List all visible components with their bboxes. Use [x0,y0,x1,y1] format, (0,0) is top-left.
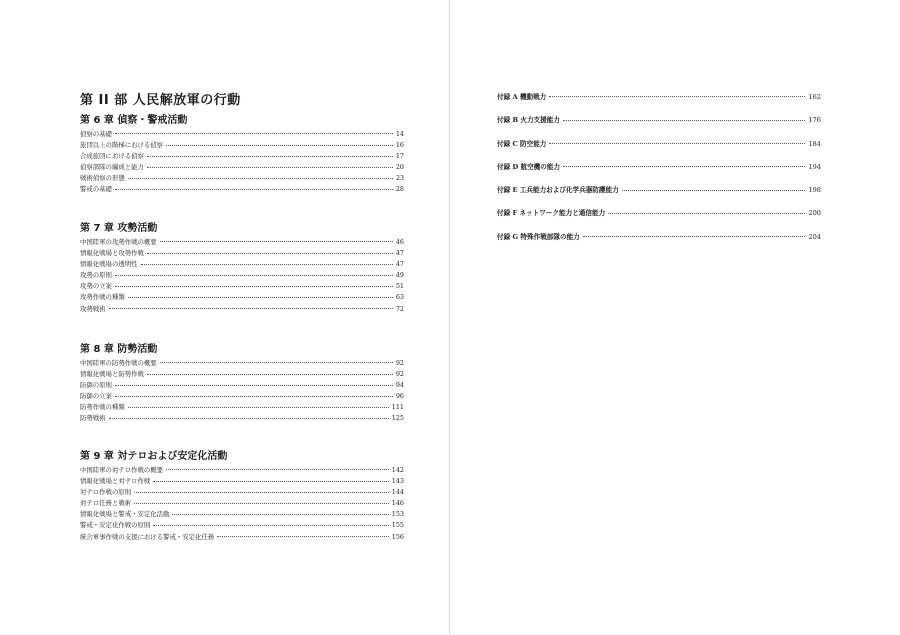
entry-label: 付録 E 工兵能力および化学兵器防護能力 [497,186,619,195]
page-number: 16 [395,141,404,150]
entry-label: 付録 B 火力支援能力 [497,116,560,125]
dot-leader [563,120,805,121]
entry-label: 情報化戦場と警戒・安定化活動 [80,510,170,519]
entry-label: 情報化戦場と攻勢作戦 [80,249,144,258]
entry-label: 警戒の基礎 [80,185,112,194]
entry-label: 情報化戦場と防勢作戦 [80,370,144,379]
page-number: 20 [395,163,404,172]
toc-entry[interactable] [80,248,404,259]
toc-entry[interactable] [80,369,404,380]
page-number: 46 [395,238,404,246]
entry-label: 付録 G 特殊作戦部隊の能力 [497,232,580,241]
chapter-6 [80,114,404,196]
page-number: 49 [395,271,404,280]
dot-leader [109,308,393,309]
chapter-entries [80,129,404,196]
toc-entry[interactable] [80,465,404,476]
entry-label: 偵察部隊の編成と能力 [80,163,144,172]
appendix-entry[interactable] [497,208,821,231]
page-number: 28 [395,185,404,194]
entry-label: 攻勢作戦の種類 [80,293,125,302]
dot-leader [134,503,389,504]
appendix-entry[interactable] [497,115,821,138]
toc-entry[interactable] [80,184,404,195]
chapter-entries [80,465,404,543]
entry-label: 防御の原則 [80,381,112,390]
entry-label: 中国陸軍の対テロ作戦の概要 [80,466,164,474]
entry-label: 攻勢戦術 [80,304,106,313]
entry-label: 防御の立案 [80,392,112,401]
chapter-title: 第 9 章 対テロおよび安定化活動 [80,451,228,462]
dot-leader [147,253,393,254]
toc-entry[interactable] [80,380,404,391]
left-page [0,0,449,635]
dot-leader [147,167,393,168]
page-number: 200 [808,209,821,218]
toc-entry[interactable] [80,402,404,413]
page-number: 96 [395,392,404,401]
dot-leader [608,213,805,214]
entry-label: 対テロ任務と戦術 [80,499,132,508]
dot-leader [134,492,389,493]
toc-entry[interactable] [80,487,404,498]
appendix-entry[interactable] [497,162,821,185]
entry-label: 攻勢の原則 [80,271,112,280]
page-number: 14 [395,130,404,138]
page-number: 17 [395,152,404,161]
chapter-title: 第 8 章 防勢活動 [80,344,158,355]
chapter-title: 第 6 章 偵察・警戒活動 [80,115,188,126]
dot-leader [128,178,393,179]
toc-entry[interactable] [80,391,404,402]
dot-leader [583,236,806,237]
appendix-entry[interactable] [497,139,821,162]
chapter-8 [80,343,404,425]
appendix-entry[interactable] [497,92,821,115]
entry-label: 防勢作戦の種類 [80,403,125,412]
entry-label: 情報化戦場と対テロ作戦 [80,477,151,486]
chapter-entries [80,358,404,425]
dot-leader [160,362,393,363]
dot-leader [147,374,393,375]
dot-leader [141,264,393,265]
page-number: 143 [391,477,404,486]
entry-label: 中国陸軍の防勢作戦の概要 [80,359,157,367]
dot-leader [115,189,393,190]
entry-label: 対テロ作戦の原則 [80,488,132,497]
toc-entry[interactable] [80,292,404,303]
dot-leader [147,156,393,157]
toc-entry[interactable] [80,520,404,531]
entry-label: 警戒・安定化作戦の原則 [80,521,151,530]
toc-entry[interactable] [80,151,404,162]
page-number: 184 [808,139,821,148]
dot-leader [549,96,805,97]
dot-leader [153,525,389,526]
dot-leader [622,190,806,191]
toc-entry[interactable] [80,281,404,292]
toc-entry[interactable] [80,532,404,543]
dot-leader [109,418,389,419]
entry-label: 防勢戦術 [80,414,106,423]
entry-label: 中国陸軍の攻勢作戦の概要 [80,238,157,246]
page-number: 204 [808,232,821,241]
entry-label: 付録 A 機動戦力 [497,93,547,101]
page-number: 142 [391,466,404,474]
page-number: 47 [395,249,404,258]
dot-leader [166,469,389,470]
entry-label: 統合軍事作戦の支援における警戒・安定化任務 [80,532,215,541]
entry-label: 付録 C 防空能力 [497,139,547,148]
dot-leader [172,514,388,515]
page-number: 176 [808,116,821,125]
toc-entry[interactable] [80,162,404,173]
dot-leader [563,166,805,167]
dot-leader [153,481,389,482]
entry-label: 合成旅団における偵察 [80,152,144,161]
entry-label: 偵察の基礎 [80,130,112,138]
entry-label: 戦術偵察の形態 [80,174,125,183]
page-number: 47 [395,260,404,269]
page-number: 198 [808,186,821,195]
chapter-entries [80,237,404,315]
page-number: 51 [395,282,404,291]
dot-leader [115,275,393,276]
page-number: 146 [391,499,404,508]
page-number: 111 [391,403,404,412]
toc-entry[interactable] [80,173,404,184]
entry-label: 付録 D 航空機の能力 [497,162,561,171]
dot-leader [166,145,393,146]
appendix-list [497,92,821,255]
dot-leader [115,133,393,134]
toc-entry[interactable] [80,304,404,315]
toc-entry[interactable] [80,129,404,140]
page-number: 92 [395,370,404,379]
page-number: 155 [391,521,404,530]
toc-entry[interactable] [80,270,404,281]
dot-leader [128,297,393,298]
page-number: 156 [391,532,404,541]
page-number: 63 [395,293,404,302]
page-number: 162 [808,93,821,101]
part-title: 第 II 部 人民解放軍の行動 [80,93,241,108]
chapter-9 [80,450,404,543]
page-number: 153 [391,510,404,519]
dot-leader [115,396,393,397]
page-number: 23 [395,174,404,183]
page-number: 144 [391,488,404,497]
toc-entry[interactable] [80,476,404,487]
chapter-title: 第 7 章 攻勢活動 [80,223,158,234]
dot-leader [128,407,389,408]
page-number: 72 [395,304,404,313]
page-number: 125 [391,414,404,423]
entry-label: 情報化戦場の透明性 [80,260,138,269]
dot-leader [217,536,389,537]
dot-leader [160,241,393,242]
entry-label: 旅団以上の階梯における偵察 [80,141,164,150]
page-number: 194 [808,162,821,171]
page-number: 94 [395,381,404,390]
toc-entry[interactable] [80,413,404,424]
toc-entry[interactable] [80,509,404,520]
entry-label: 攻勢の立案 [80,282,112,291]
chapter-7 [80,222,404,315]
toc-entry[interactable] [80,259,404,270]
dot-leader [115,286,393,287]
toc-entry[interactable] [80,498,404,509]
dot-leader [115,385,393,386]
toc-entry[interactable] [80,237,404,248]
dot-leader [549,143,805,144]
appendix-entry[interactable] [497,232,821,255]
entry-label: 付録 F ネットワーク能力と通信能力 [497,209,606,218]
page-number: 92 [395,359,404,367]
toc-entry[interactable] [80,358,404,369]
appendix-entry[interactable] [497,185,821,208]
toc-entry[interactable] [80,140,404,151]
